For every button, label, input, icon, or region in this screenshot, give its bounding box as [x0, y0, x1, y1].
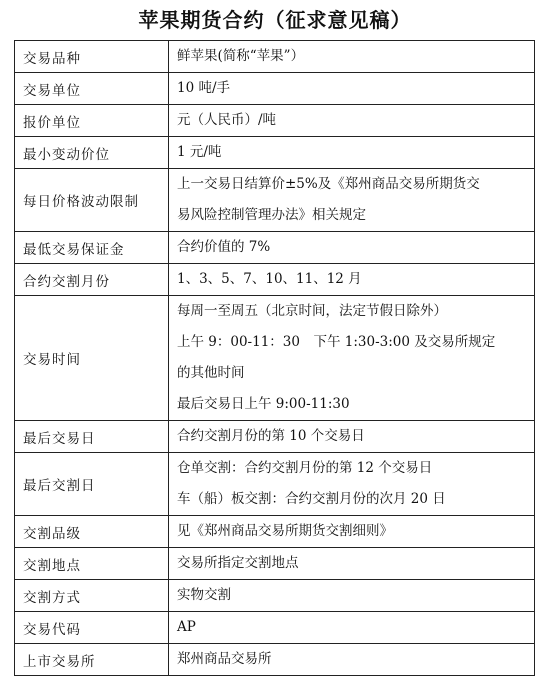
field-value-line: 的其他时间 — [177, 365, 245, 381]
field-value — [169, 453, 535, 516]
field-value — [169, 105, 535, 137]
field-value — [169, 169, 535, 232]
table-row — [15, 612, 535, 644]
table-row — [15, 516, 535, 548]
field-value — [169, 612, 535, 644]
table-row — [15, 232, 535, 264]
field-value — [169, 41, 535, 73]
field-value — [169, 137, 535, 169]
field-value — [169, 516, 535, 548]
document-title: 苹果期货合约（征求意见稿） — [138, 8, 412, 32]
field-value-line: 每周一至周五（北京时间，法定节假日除外） — [177, 303, 447, 319]
table-row — [15, 137, 535, 169]
field-value-line: 易风险控制管理办法》相关规定 — [177, 207, 366, 223]
field-label: 最后交易日 — [15, 421, 169, 453]
field-label: 交割方式 — [15, 580, 169, 612]
field-label: 交易单位 — [15, 73, 169, 105]
field-value-line: 合约交割月份的第 10 个交易日 — [177, 428, 365, 444]
table-row — [15, 548, 535, 580]
contract-spec-body — [15, 41, 535, 676]
field-value — [169, 548, 535, 580]
field-value — [169, 644, 535, 676]
field-value-line: 交易所指定交割地点 — [177, 555, 299, 571]
field-label: 报价单位 — [15, 105, 169, 137]
field-value-line: 见《郑州商品交易所期货交割细则》 — [177, 523, 393, 539]
field-label: 交易时间 — [15, 296, 169, 421]
field-value — [169, 73, 535, 105]
field-value-line: 1、3、5、7、10、11、12 月 — [177, 271, 362, 287]
field-label: 合约交割月份 — [15, 264, 169, 296]
field-label: 交易品种 — [15, 41, 169, 73]
field-value-line: 1 元/吨 — [177, 144, 222, 160]
field-value-line: 鲜苹果(简称“苹果”） — [177, 48, 305, 64]
field-label: 交易代码 — [15, 612, 169, 644]
table-row — [15, 296, 535, 421]
field-value — [169, 580, 535, 612]
field-value-line: 上一交易日结算价±5%及《郑州商品交易所期货交 — [177, 176, 480, 192]
field-value-line: 元（人民币）/吨 — [177, 112, 277, 128]
field-label: 交割地点 — [15, 548, 169, 580]
field-value-line: 最后交易日上午 9:00-11:30 — [177, 396, 350, 412]
field-label: 每日价格波动限制 — [15, 169, 169, 232]
field-value-line: 上午 9：00-11：30 下午 1:30-3:00 及交易所规定 — [177, 334, 496, 350]
table-row — [15, 644, 535, 676]
table-row — [15, 453, 535, 516]
table-row — [15, 264, 535, 296]
field-label: 最小变动价位 — [15, 137, 169, 169]
field-value-line: 10 吨/手 — [177, 80, 231, 96]
table-row — [15, 580, 535, 612]
field-label: 上市交易所 — [15, 644, 169, 676]
table-row — [15, 73, 535, 105]
field-value-line: 合约价值的 7% — [177, 239, 271, 255]
table-row — [15, 41, 535, 73]
table-row — [15, 169, 535, 232]
field-value-line: 车（船）板交割：合约交割月份的次月 20 日 — [177, 491, 446, 507]
field-value-line: 实物交割 — [177, 587, 231, 603]
field-value-line: 仓单交割：合约交割月份的第 12 个交易日 — [177, 460, 433, 476]
field-value — [169, 264, 535, 296]
field-label: 最后交割日 — [15, 453, 169, 516]
field-value-line: AP — [177, 619, 196, 635]
contract-spec-table — [14, 40, 535, 676]
table-row — [15, 421, 535, 453]
field-value-line: 郑州商品交易所 — [177, 651, 272, 667]
field-value — [169, 232, 535, 264]
field-label: 交割品级 — [15, 516, 169, 548]
field-label: 最低交易保证金 — [15, 232, 169, 264]
field-value — [169, 421, 535, 453]
field-value — [169, 296, 535, 421]
table-row — [15, 105, 535, 137]
